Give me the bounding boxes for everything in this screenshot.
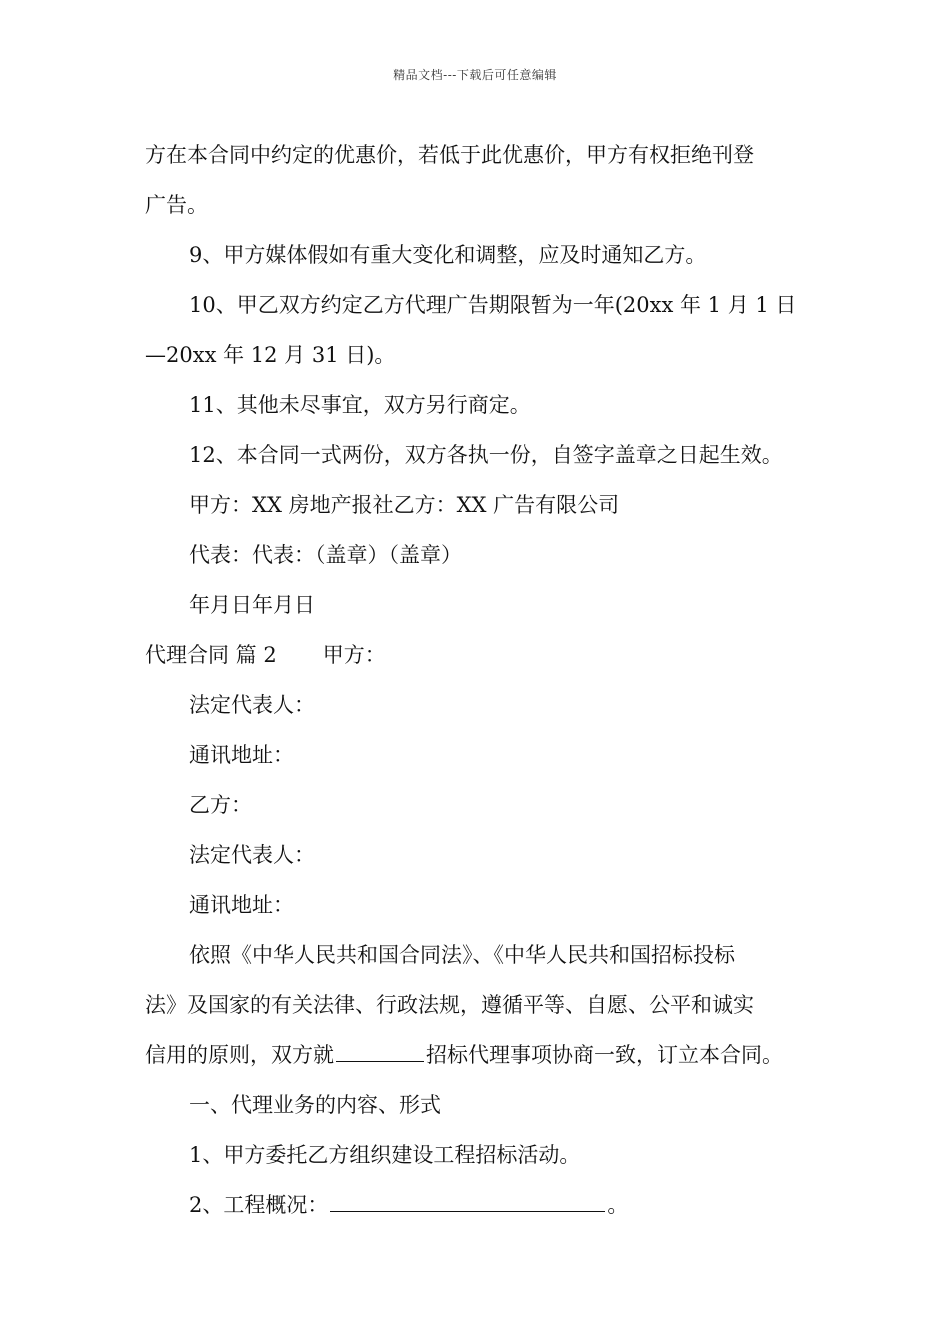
preamble-line: 依照《中华人民共和国合同法》、《中华人民共和国招标投标 [189, 943, 735, 967]
date-line: 年月日年月日 [189, 593, 315, 617]
section-heading [145, 630, 815, 680]
article-heading: 一、代理业务的内容、形式 [189, 1093, 441, 1117]
party-b-legal-rep: 法定代表人： [189, 843, 315, 867]
clause-9: 9、甲方媒体假如有重大变化和调整，应及时通知乙方。 [189, 243, 707, 267]
paragraph-line: 方在本合同中约定的优惠价，若低于此优惠价，甲方有权拒绝刊登 [145, 143, 754, 167]
item-label: 2、工程概况： [189, 1193, 329, 1217]
paragraph-line: 广告。 [145, 193, 208, 217]
article-item-1: 1、甲方委托乙方组织建设工程招标活动。 [189, 1143, 581, 1167]
party-a-legal-rep: 法定代表人： [189, 693, 315, 717]
party-a-address: 通讯地址： [189, 743, 294, 767]
parties-line: 甲方：XX 房地产报社乙方：XX 广告有限公司 [189, 493, 620, 517]
representatives-line: 代表：代表：（盖章）（盖章） [189, 543, 462, 567]
clause-11: 11、其他未尽事宜，双方另行商定。 [189, 393, 531, 417]
preamble-line [145, 1030, 815, 1080]
article-item-2 [145, 1180, 815, 1230]
preamble-text: 招标代理事项协商一致，订立本合同。 [426, 1043, 783, 1067]
clause-10: 10、甲乙双方约定乙方代理广告期限暂为一年(20xx 年 1 月 1 日 [189, 293, 797, 317]
item-end: 。 [607, 1193, 629, 1217]
page-header: 精品文档---下载后可任意编辑 [393, 68, 557, 82]
preamble-line: 法》及国家的有关法律、行政法规，遵循平等、自愿、公平和诚实 [145, 993, 754, 1017]
document-body [145, 130, 815, 1230]
fill-in-blank [336, 1045, 424, 1062]
party-b-label: 乙方： [189, 793, 252, 817]
clause-12: 12、本合同一式两份，双方各执一份，自签字盖章之日起生效。 [189, 443, 783, 467]
section-title: 代理合同 篇 2 [145, 643, 277, 667]
party-a-label: 甲方： [322, 643, 386, 667]
clause-10-continued: —20xx 年 12 月 31 日)。 [145, 343, 396, 367]
fill-in-blank [330, 1195, 605, 1212]
party-b-address: 通讯地址： [189, 893, 294, 917]
preamble-text: 信用的原则，双方就 [145, 1043, 334, 1067]
